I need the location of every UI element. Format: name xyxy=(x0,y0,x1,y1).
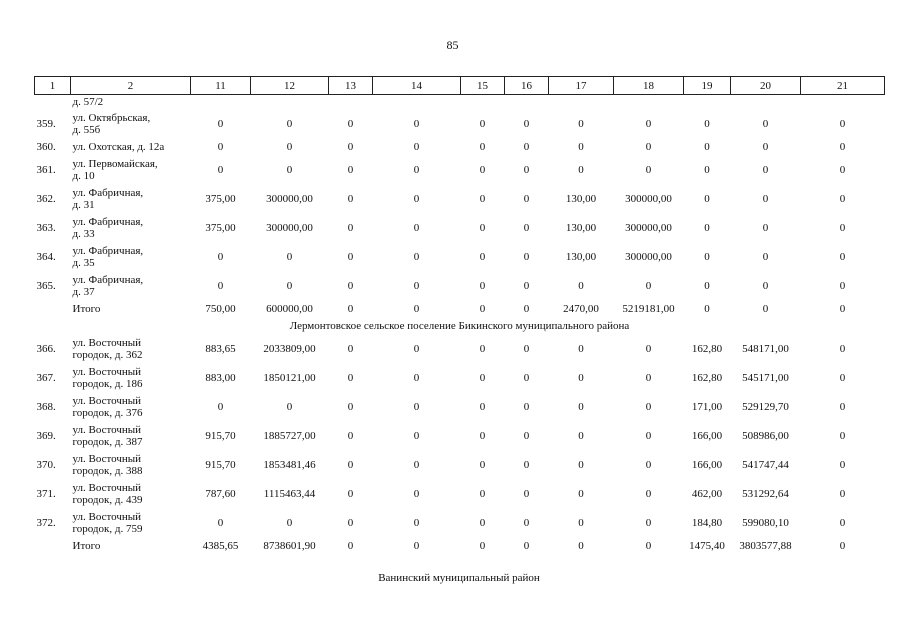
table-cell: 0 xyxy=(704,192,710,205)
table-cell: 300000,00 xyxy=(266,192,313,205)
row-number: 361. xyxy=(36,163,56,176)
table-cell: 0 xyxy=(578,117,584,130)
table-cell: 0 xyxy=(762,279,769,292)
column-header: 11 xyxy=(191,77,251,95)
row-number: 366. xyxy=(36,342,56,355)
table-cell: 1115463,44 xyxy=(263,487,316,500)
table-cell: 0 xyxy=(479,279,486,292)
table-cell: 883,65 xyxy=(205,342,236,355)
table-cell: 0 xyxy=(413,163,420,176)
address-cell xyxy=(71,421,191,450)
row-number: 367. xyxy=(36,371,56,384)
address-cell xyxy=(71,242,191,271)
table-cell: 1853481,46 xyxy=(263,458,316,471)
address-line: ул. Фабричная, xyxy=(72,273,144,286)
table-cell: 130,00 xyxy=(565,250,597,263)
table-row xyxy=(35,184,885,213)
table-cell: 0 xyxy=(413,371,420,384)
table-cell: 0 xyxy=(645,140,652,153)
address-cell xyxy=(71,450,191,479)
address-line: ул. Октябрьская, xyxy=(72,111,151,124)
table-cell: 0 xyxy=(479,140,486,153)
table-cell: 0 xyxy=(645,487,652,500)
address-line: ул. Восточный xyxy=(72,510,142,523)
table-cell: 0 xyxy=(523,539,530,552)
table-cell: 0 xyxy=(217,279,224,292)
column-header: 12 xyxy=(251,77,329,95)
table-cell: 0 xyxy=(479,458,486,471)
address-line: д. 35 xyxy=(72,256,95,269)
table-cell: 0 xyxy=(286,279,293,292)
column-header-row xyxy=(35,77,885,95)
column-header: 17 xyxy=(549,77,614,95)
table-cell: 300000,00 xyxy=(625,221,672,234)
address-line: городок, д. 186 xyxy=(72,377,143,390)
column-header: 15 xyxy=(461,77,505,95)
table-cell: 0 xyxy=(578,279,584,292)
table-cell: 0 xyxy=(704,302,710,315)
table-cell: 915,70 xyxy=(205,429,236,442)
table-row xyxy=(35,363,885,392)
table-cell: 0 xyxy=(217,250,224,263)
table-cell: 0 xyxy=(217,117,224,130)
table-cell: 0 xyxy=(479,487,486,500)
table-cell: 0 xyxy=(523,458,530,471)
table-cell: 0 xyxy=(347,117,354,130)
column-header: 20 xyxy=(731,77,801,95)
table-cell: 0 xyxy=(413,342,420,355)
table-cell: 0 xyxy=(523,400,530,413)
table-cell: 0 xyxy=(347,279,354,292)
table-row xyxy=(35,271,885,300)
column-header: 16 xyxy=(505,77,549,95)
table-cell: 0 xyxy=(479,516,486,529)
table-cell: 0 xyxy=(523,279,530,292)
table-cell: 0 xyxy=(839,539,846,552)
table-cell: 4385,65 xyxy=(202,539,239,552)
table-cell: 0 xyxy=(578,487,584,500)
table-row xyxy=(35,242,885,271)
table-cell: 0 xyxy=(347,221,354,234)
table-cell: 0 xyxy=(479,342,486,355)
table-cell: 0 xyxy=(839,400,846,413)
table-cell: 462,00 xyxy=(691,487,723,500)
column-header: 19 xyxy=(684,77,731,95)
address-line: д. 37 xyxy=(72,285,95,298)
address-line: ул. Восточный xyxy=(72,394,142,407)
table-cell: 0 xyxy=(523,163,530,176)
address-cell xyxy=(71,184,191,213)
table-cell: 0 xyxy=(645,400,652,413)
table-cell: 0 xyxy=(578,140,584,153)
table-cell: 599080,10 xyxy=(742,516,789,529)
address-cell xyxy=(71,392,191,421)
total-label: Итого xyxy=(72,302,101,315)
table-cell: 0 xyxy=(645,117,652,130)
data-table xyxy=(34,76,885,554)
table-cell: 0 xyxy=(523,192,530,205)
address-line: ул. Первомайская, xyxy=(72,157,158,170)
table-cell: 1885727,00 xyxy=(263,429,316,442)
table-cell: 0 xyxy=(479,429,486,442)
table-cell: 0 xyxy=(347,192,354,205)
table-cell: 184,80 xyxy=(691,516,723,529)
total-label: Итого xyxy=(72,539,101,552)
table-cell: 0 xyxy=(523,302,530,315)
table-cell: 0 xyxy=(479,163,486,176)
table-cell: 130,00 xyxy=(565,192,597,205)
table-cell: 0 xyxy=(413,400,420,413)
table-cell: 0 xyxy=(839,487,846,500)
table-cell: 0 xyxy=(762,302,769,315)
table-cell: 0 xyxy=(645,342,652,355)
table-cell: 0 xyxy=(347,371,354,384)
row-number: 369. xyxy=(36,429,56,442)
table-cell: 0 xyxy=(347,516,354,529)
table-cell: 0 xyxy=(645,539,652,552)
table-cell: 0 xyxy=(347,429,354,442)
table-cell: 0 xyxy=(479,192,486,205)
column-header: 2 xyxy=(71,77,191,95)
row-number: 370. xyxy=(36,458,56,471)
table-row xyxy=(35,334,885,363)
table-row xyxy=(35,450,885,479)
table-cell: 0 xyxy=(523,117,530,130)
address-line: ул. Восточный xyxy=(72,336,142,349)
table-cell: 8738601,90 xyxy=(263,539,316,552)
table-cell: 531292,64 xyxy=(742,487,789,500)
table-cell: 0 xyxy=(479,400,486,413)
table-cell: 0 xyxy=(704,117,710,130)
table-cell: 0 xyxy=(347,250,354,263)
column-header: 18 xyxy=(614,77,684,95)
address-cell xyxy=(71,479,191,508)
table-cell: 0 xyxy=(762,163,769,176)
table-cell: 548171,00 xyxy=(742,342,789,355)
table-cell: 0 xyxy=(578,458,584,471)
table-cell: 600000,00 xyxy=(266,302,313,315)
address-line: ул. Восточный xyxy=(72,423,142,436)
table-cell: 0 xyxy=(479,117,486,130)
table-cell: 0 xyxy=(578,342,584,355)
table-cell: 0 xyxy=(286,250,293,263)
table-cell: 0 xyxy=(479,302,486,315)
row-number: 360. xyxy=(36,140,56,153)
address-line: ул. Фабричная, xyxy=(72,244,144,257)
table-cell: 0 xyxy=(578,371,584,384)
address-cell xyxy=(71,213,191,242)
table-cell: 0 xyxy=(523,221,530,234)
address-line: ул. Охотская, д. 12а xyxy=(72,140,165,153)
table-cell: 0 xyxy=(578,163,584,176)
row-number: 365. xyxy=(36,279,56,292)
table-cell: 0 xyxy=(479,250,486,263)
section-heading: Лермонтовское сельское поселение Бикинского муниципального района xyxy=(289,319,630,332)
address-line: городок, д. 388 xyxy=(72,464,143,477)
table-cell: 0 xyxy=(286,163,293,176)
table-cell: 3803577,88 xyxy=(739,539,792,552)
table-cell: 0 xyxy=(839,371,846,384)
table-cell: 0 xyxy=(347,302,354,315)
continuation-address: д. 57/2 xyxy=(72,96,104,108)
table-cell: 2470,00 xyxy=(563,302,599,315)
row-number: 368. xyxy=(36,400,56,413)
table-cell: 0 xyxy=(645,458,652,471)
address-cell xyxy=(71,508,191,537)
address-line: городок, д. 387 xyxy=(72,435,143,448)
address-line: д. 31 xyxy=(72,198,95,211)
row-number: 372. xyxy=(36,516,56,529)
table-cell: 529129,70 xyxy=(742,400,789,413)
address-line: д. 55б xyxy=(72,123,101,136)
row-number: 362. xyxy=(36,192,56,205)
column-header: 13 xyxy=(329,77,373,95)
table-cell: 0 xyxy=(762,250,769,263)
table-cell: 787,60 xyxy=(205,487,236,500)
table-cell: 0 xyxy=(578,539,584,552)
row-number: 364. xyxy=(36,250,56,263)
column-header: 21 xyxy=(801,77,885,95)
table-cell: 0 xyxy=(762,221,769,234)
table-cell: 0 xyxy=(479,539,486,552)
table-cell: 0 xyxy=(839,192,846,205)
table-row xyxy=(35,392,885,421)
table-cell: 0 xyxy=(645,429,652,442)
section-heading-vaninsky: Ванинский муниципальный район xyxy=(378,572,540,584)
table-cell: 0 xyxy=(704,163,710,176)
table-cell: 1850121,00 xyxy=(263,371,316,384)
table-cell: 130,00 xyxy=(565,221,597,234)
table-cell: 0 xyxy=(413,279,420,292)
table-cell: 0 xyxy=(523,516,530,529)
table-cell: 0 xyxy=(413,539,420,552)
table-cell: 0 xyxy=(762,192,769,205)
table-cell: 883,00 xyxy=(205,371,236,384)
table-cell: 0 xyxy=(217,516,224,529)
table-cell: 300000,00 xyxy=(625,250,672,263)
table-cell: 300000,00 xyxy=(266,221,313,234)
table-cell: 0 xyxy=(217,400,224,413)
table-body xyxy=(35,95,885,555)
table-cell: 0 xyxy=(479,221,486,234)
table-cell: 0 xyxy=(704,140,710,153)
table-cell: 0 xyxy=(347,487,354,500)
table-cell: 508986,00 xyxy=(742,429,789,442)
table-cell: 0 xyxy=(413,250,420,263)
row-number: 363. xyxy=(36,221,56,234)
row-number: 359. xyxy=(36,117,56,130)
table-cell: 0 xyxy=(347,140,354,153)
table-cell: 0 xyxy=(839,221,846,234)
table-cell: 0 xyxy=(839,458,846,471)
table-cell: 0 xyxy=(413,458,420,471)
table-cell: 0 xyxy=(413,516,420,529)
address-line: ул. Восточный xyxy=(72,452,142,465)
table-cell: 0 xyxy=(523,487,530,500)
address-line: городок, д. 439 xyxy=(72,493,143,506)
table-cell: 1475,40 xyxy=(689,539,725,552)
table-cell: 0 xyxy=(839,279,846,292)
section-heading-row xyxy=(35,317,885,334)
address-line: ул. Фабричная, xyxy=(72,186,144,199)
table-cell: 0 xyxy=(347,400,354,413)
address-cell xyxy=(71,334,191,363)
table-cell: 0 xyxy=(347,539,354,552)
table-cell: 0 xyxy=(217,163,224,176)
table-cell: 0 xyxy=(523,429,530,442)
table-cell: 0 xyxy=(347,342,354,355)
table-cell: 0 xyxy=(645,516,652,529)
address-cell xyxy=(71,363,191,392)
table-cell: 0 xyxy=(523,250,530,263)
table-cell: 0 xyxy=(479,371,486,384)
table-cell: 0 xyxy=(645,279,652,292)
table-cell: 915,70 xyxy=(205,458,236,471)
table-row xyxy=(35,109,885,138)
table-cell: 0 xyxy=(347,458,354,471)
address-cell xyxy=(71,155,191,184)
table-cell: 0 xyxy=(413,140,420,153)
address-line: городок, д. 362 xyxy=(72,348,143,361)
table-cell: 162,80 xyxy=(691,342,723,355)
table-cell: 166,00 xyxy=(691,429,723,442)
table-cell: 171,00 xyxy=(691,400,723,413)
table-cell: 375,00 xyxy=(205,221,236,234)
address-cell xyxy=(71,109,191,138)
table-cell: 2033809,00 xyxy=(263,342,316,355)
table-cell: 545171,00 xyxy=(742,371,789,384)
address-cell xyxy=(71,271,191,300)
table-cell: 0 xyxy=(286,516,293,529)
table-cell: 0 xyxy=(413,429,420,442)
address-line: городок, д. 759 xyxy=(72,522,143,535)
table-cell: 5219181,00 xyxy=(622,302,675,315)
table-cell: 0 xyxy=(704,250,710,263)
table-cell: 0 xyxy=(413,117,420,130)
table-cell: 0 xyxy=(762,117,769,130)
table-cell: 0 xyxy=(839,117,846,130)
address-line: д. 33 xyxy=(72,227,95,240)
table-cell: 541747,44 xyxy=(742,458,789,471)
table-cell: 0 xyxy=(523,371,530,384)
table-cell: 166,00 xyxy=(691,458,723,471)
table-cell: 0 xyxy=(645,163,652,176)
table-cell: 162,80 xyxy=(691,371,723,384)
table-cell: 0 xyxy=(286,400,293,413)
table-cell: 750,00 xyxy=(205,302,236,315)
total-row xyxy=(35,537,885,554)
table-row xyxy=(35,138,885,155)
table-cell: 0 xyxy=(523,342,530,355)
table-cell: 0 xyxy=(286,117,293,130)
table-cell: 0 xyxy=(578,400,584,413)
table-cell: 0 xyxy=(645,371,652,384)
table-cell: 0 xyxy=(704,221,710,234)
table-row xyxy=(35,213,885,242)
table-cell: 0 xyxy=(413,302,420,315)
page-number: 85 xyxy=(446,38,459,52)
table-cell: 0 xyxy=(578,429,584,442)
table-row xyxy=(35,479,885,508)
table-cell: 375,00 xyxy=(205,192,236,205)
continuation-row xyxy=(35,95,885,110)
table-cell: 0 xyxy=(839,250,846,263)
total-row xyxy=(35,300,885,317)
table-cell: 300000,00 xyxy=(625,192,672,205)
table-cell: 0 xyxy=(217,140,224,153)
row-number: 371. xyxy=(36,487,56,500)
table-cell: 0 xyxy=(704,279,710,292)
column-header: 14 xyxy=(373,77,461,95)
table-cell: 0 xyxy=(839,516,846,529)
address-line: ул. Восточный xyxy=(72,365,142,378)
table-row xyxy=(35,421,885,450)
table-cell: 0 xyxy=(839,163,846,176)
table-cell: 0 xyxy=(578,516,584,529)
address-cell xyxy=(71,138,191,155)
table-cell: 0 xyxy=(286,140,293,153)
column-header: 1 xyxy=(35,77,71,95)
table-cell: 0 xyxy=(762,140,769,153)
table-cell: 0 xyxy=(839,140,846,153)
table-cell: 0 xyxy=(413,221,420,234)
table-cell: 0 xyxy=(839,429,846,442)
table-cell: 0 xyxy=(523,140,530,153)
address-line: д. 10 xyxy=(72,169,95,182)
table-cell: 0 xyxy=(413,192,420,205)
address-line: ул. Фабричная, xyxy=(72,215,144,228)
table-row xyxy=(35,155,885,184)
table-cell: 0 xyxy=(839,302,846,315)
address-line: ул. Восточный xyxy=(72,481,142,494)
table-cell: 0 xyxy=(839,342,846,355)
table-cell: 0 xyxy=(347,163,354,176)
address-line: городок, д. 376 xyxy=(72,406,143,419)
table-cell: 0 xyxy=(413,487,420,500)
table-row xyxy=(35,508,885,537)
